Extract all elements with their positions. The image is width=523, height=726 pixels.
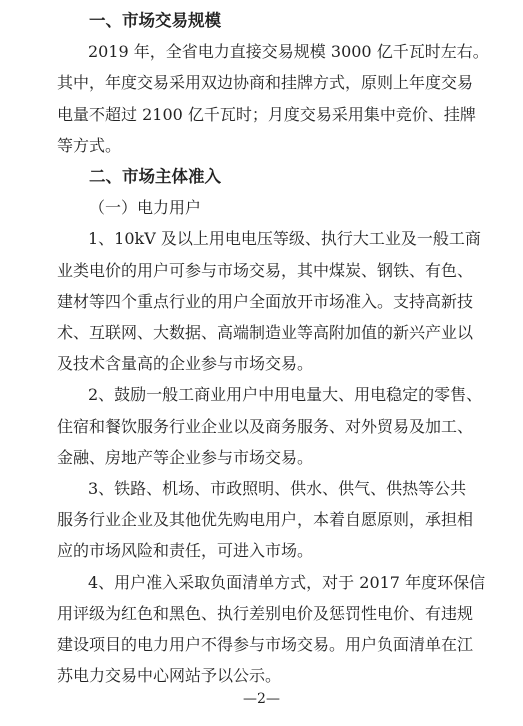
item3-line-3: 应的市场风险和责任，可进入市场。 xyxy=(57,541,314,561)
item1-line-1: 1、10kV 及以上用电电压等级、执行大工业及一般工商 xyxy=(88,229,481,249)
section1-line-2: 其中，年度交易采用双边协商和挂牌方式，原则上年度交易 xyxy=(57,73,474,93)
item4-line-1: 4、用户准入采取负面清单方式，对于 2017 年度环保信 xyxy=(88,572,486,592)
section2-subtitle: （一）电力用户 xyxy=(89,198,202,218)
section1-line-1: 2019 年，全省电力直接交易规模 3000 亿千瓦时左右。 xyxy=(88,42,489,62)
item1-line-4: 术、互联网、大数据、高端制造业等高附加值的新兴产业以 xyxy=(57,323,474,342)
item2-line-1: 2、鼓励一般工商业用户中用电量大、用电稳定的零售、 xyxy=(88,385,483,405)
section2-title: 二、市场主体准入 xyxy=(89,167,221,186)
page-number: —2— xyxy=(243,691,280,707)
item4-line-4: 苏电力交易中心网站予以公示。 xyxy=(57,666,282,686)
item2-line-2: 住宿和餐饮服务行业企业以及商务服务、对外贸易及加工、 xyxy=(57,416,474,436)
section1-line-4: 等方式。 xyxy=(57,135,122,155)
section1-line-3: 电量不超过 2100 亿千瓦时；月度交易采用集中竞价、挂牌 xyxy=(57,104,476,124)
item4-line-2: 用评级为红色和黑色、执行差别电价及惩罚性电价、有违规 xyxy=(57,603,474,623)
item3-line-2: 服务行业企业及其他优先购电用户，本着自愿原则，承担相 xyxy=(57,510,474,530)
item1-line-5: 及技术含量高的企业参与市场交易。 xyxy=(57,354,314,374)
item4-line-3: 建设项目的电力用户不得参与市场交易。用户负面清单在江 xyxy=(57,635,474,654)
section1-title: 一、市场交易规模 xyxy=(89,11,221,30)
item1-line-2: 业类电价的用户可参与市场交易，其中煤炭、钢铁、有色、 xyxy=(57,260,474,280)
item1-line-3: 建材等四个重点行业的用户全面放开市场准入。支持高新技 xyxy=(57,291,474,311)
item3-line-1: 3、铁路、机场、市政照明、供水、供气、供热等公共 xyxy=(88,479,467,498)
item2-line-3: 金融、房地产等企业参与市场交易。 xyxy=(57,447,314,467)
